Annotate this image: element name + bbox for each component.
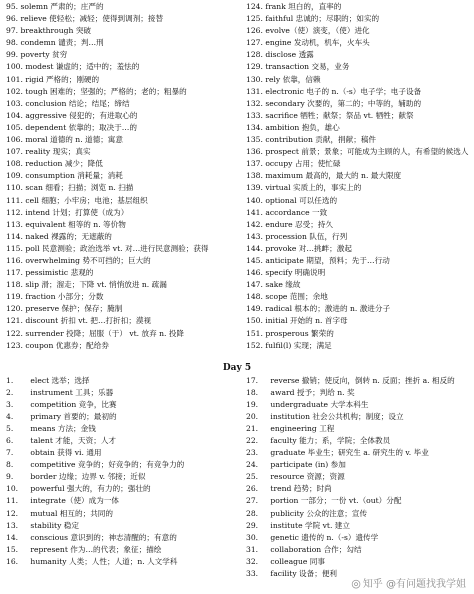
entry-number: 28. bbox=[246, 508, 259, 518]
entry-number: 104. bbox=[6, 110, 23, 120]
entry-text: occupy 占用；使忙碌 bbox=[265, 159, 341, 169]
entry-text: powerful 强大的，有力的；强壮的 bbox=[30, 484, 151, 494]
entry-number: 112. bbox=[6, 207, 23, 217]
vocab-entry bbox=[6, 207, 231, 219]
entry-number: 106. bbox=[6, 135, 23, 145]
entry-number: 3. bbox=[6, 400, 14, 410]
watermark-brand: 知乎 bbox=[362, 579, 383, 590]
entry-text: slip 滑；溜走；下降 vt. 悄悄放进 n. 疏漏 bbox=[25, 280, 167, 290]
entry-number: 30. bbox=[246, 532, 259, 542]
entry-text: institute 学院 vt. 建立 bbox=[270, 520, 350, 530]
vocab-entry bbox=[6, 435, 231, 447]
entry-text: solemn 严肃的；庄严的 bbox=[20, 2, 104, 11]
entry-number: 22. bbox=[246, 436, 259, 446]
entry-number: 126. bbox=[246, 26, 263, 36]
entry-text: conscious 意识到的；神志清醒的；有意的 bbox=[30, 532, 177, 542]
vocab-entry bbox=[6, 195, 231, 207]
entry-text: means 方法；金钱 bbox=[30, 424, 96, 434]
vocab-entry bbox=[6, 231, 231, 243]
entry-text: institution 社会公共机构；制度；设立 bbox=[270, 412, 404, 422]
watermark-handle: @有问题找我学姐 bbox=[386, 579, 466, 590]
entry-number: 100. bbox=[6, 62, 23, 72]
entry-text: talent 才能，天资；人才 bbox=[30, 436, 117, 446]
watermark bbox=[349, 575, 468, 590]
entry-text: initial 开始的 n. 首字母 bbox=[265, 316, 348, 326]
entry-number: 123. bbox=[6, 340, 23, 350]
entry-text: discount 折扣 vt. 把…打折扣；漠视 bbox=[25, 316, 152, 326]
entry-number: 119. bbox=[6, 292, 23, 302]
entry-number: 20. bbox=[246, 412, 259, 422]
vocab-entry bbox=[6, 508, 231, 520]
entry-text: scan 细看；扫描；浏览 n. 扫描 bbox=[25, 183, 134, 193]
entry-number: 152. bbox=[246, 340, 263, 350]
vocab-entry bbox=[246, 291, 471, 303]
entry-text: graduate 毕业生；研究生 a. 研究生的 v. 毕业 bbox=[270, 448, 429, 458]
entry-text: ambition 抱负，雄心 bbox=[265, 122, 340, 132]
entry-number: 7. bbox=[6, 448, 14, 458]
vocab-entry bbox=[246, 146, 471, 158]
entry-number: 147. bbox=[246, 280, 263, 290]
entry-number: 96. bbox=[6, 14, 19, 24]
entry-text: electronic 电子的 n.（-s）电子学；电子设备 bbox=[265, 86, 422, 96]
entry-number: 129. bbox=[246, 62, 263, 72]
vocab-entry bbox=[6, 279, 231, 291]
entry-text: prosperous 繁荣的 bbox=[265, 328, 334, 338]
entry-text: border 边缘；边界 v. 邻接；近似 bbox=[30, 472, 146, 482]
vocab-entry bbox=[246, 86, 471, 98]
entry-number: 137. bbox=[246, 159, 263, 169]
entry-text: collaboration 合作；勾结 bbox=[270, 544, 362, 554]
vocab-entry bbox=[246, 459, 471, 471]
vocab-entry bbox=[6, 122, 231, 134]
entry-number: 128. bbox=[246, 50, 263, 60]
entry-number: 24. bbox=[246, 460, 259, 470]
vocab-entry bbox=[6, 520, 231, 532]
vocab-entry bbox=[6, 315, 231, 327]
vocab-entry bbox=[246, 195, 471, 207]
entry-number: 5. bbox=[6, 424, 14, 434]
entry-number: 17. bbox=[246, 376, 259, 385]
entry-number: 121. bbox=[6, 316, 23, 326]
vocab-entry bbox=[6, 74, 231, 86]
entry-text: disclose 透露 bbox=[265, 50, 314, 60]
vocab-entry bbox=[246, 219, 471, 231]
entry-text: undergraduate 大学本科生 bbox=[270, 400, 369, 410]
vocab-entry bbox=[246, 387, 471, 399]
entry-text: obtain 获得 vi. 通用 bbox=[30, 448, 102, 458]
entry-number: 11. bbox=[6, 496, 19, 506]
vocab-entry bbox=[246, 98, 471, 110]
entry-text: specify 明确说明 bbox=[265, 268, 326, 278]
entry-text: stability 稳定 bbox=[30, 520, 79, 530]
vocab-entry bbox=[6, 459, 231, 471]
vocab-entry bbox=[246, 1, 471, 13]
entry-text: reduction 减少；降低 bbox=[25, 159, 103, 169]
vocab-entry bbox=[246, 303, 471, 315]
entry-text: publicity 公众的注意；宣传 bbox=[270, 508, 368, 518]
entry-number: 23. bbox=[246, 448, 259, 458]
entry-text: engineering 工程 bbox=[270, 424, 335, 434]
entry-text: poverty 贫穷 bbox=[20, 50, 68, 60]
entry-text: conclusion 结论；结尾；缔结 bbox=[25, 98, 130, 108]
entry-number: 134. bbox=[246, 122, 263, 132]
vocab-entry bbox=[246, 340, 471, 352]
vocab-entry bbox=[6, 219, 231, 231]
entry-text: fulfil(l) 实现；满足 bbox=[265, 340, 332, 350]
vocab-entry bbox=[246, 255, 471, 267]
entry-number: 21. bbox=[246, 424, 259, 434]
entry-text: faithful 忠诚的；尽职的；如实的 bbox=[265, 14, 380, 24]
vocab-entry bbox=[6, 134, 231, 146]
vocab-entry bbox=[246, 25, 471, 37]
entry-text: primary 首要的；最初的 bbox=[30, 412, 117, 422]
vocab-entry bbox=[6, 98, 231, 110]
entry-number: 32. bbox=[246, 556, 259, 566]
entry-number: 109. bbox=[6, 171, 23, 181]
entry-text: pessimistic 悲观的 bbox=[25, 268, 94, 278]
entry-text: contribution 贡献，捐献；稿件 bbox=[265, 135, 377, 145]
entry-text: radical 根本的；激进的 n. 激进分子 bbox=[265, 304, 391, 314]
entry-text: consumption 消耗量；消耗 bbox=[25, 171, 123, 181]
entry-text: dependent 依靠的；取决于…的 bbox=[25, 122, 137, 132]
vocab-entry bbox=[6, 170, 231, 182]
entry-number: 14. bbox=[6, 532, 19, 542]
entry-number: 10. bbox=[6, 484, 19, 494]
entry-text: virtual 实质上的，事实上的 bbox=[265, 183, 362, 193]
vocab-entry bbox=[246, 435, 471, 447]
vocab-entry bbox=[246, 508, 471, 520]
entry-text: rely 依靠，信赖 bbox=[265, 74, 321, 84]
entry-number: 19. bbox=[246, 400, 259, 410]
entry-number: 95. bbox=[6, 2, 19, 11]
entry-number: 130. bbox=[246, 74, 263, 84]
vocab-entry bbox=[6, 556, 231, 568]
vocab-column-bottom-right bbox=[246, 375, 471, 580]
entry-number: 141. bbox=[246, 207, 263, 217]
entry-text: elect 选举；选择 bbox=[30, 376, 90, 385]
vocab-entry bbox=[246, 375, 471, 387]
vocab-entry bbox=[246, 182, 471, 194]
zhihu-logo-icon: ◎ bbox=[351, 577, 361, 590]
entry-text: trend 趋势；时尚 bbox=[270, 484, 332, 494]
entry-number: 144. bbox=[246, 243, 263, 253]
entry-number: 115. bbox=[6, 243, 23, 253]
entry-text: endure 忍受；持久 bbox=[265, 219, 333, 229]
vocab-entry bbox=[246, 411, 471, 423]
entry-number: 138. bbox=[246, 171, 263, 181]
entry-number: 110. bbox=[6, 183, 23, 193]
vocab-entry bbox=[6, 495, 231, 507]
vocab-entry bbox=[246, 267, 471, 279]
vocab-entry bbox=[6, 158, 231, 170]
entry-number: 18. bbox=[246, 388, 259, 398]
vocab-entry bbox=[246, 13, 471, 25]
entry-text: breakthrough 突破 bbox=[20, 26, 92, 36]
entry-number: 143. bbox=[246, 231, 263, 241]
entry-number: 111. bbox=[6, 195, 23, 205]
entry-text: anticipate 期望，预料；先于…行动 bbox=[265, 255, 390, 265]
vocab-entry bbox=[246, 122, 471, 134]
vocab-entry bbox=[6, 25, 231, 37]
entry-number: 131. bbox=[246, 86, 263, 96]
entry-text: rigid 严格的；刚硬的 bbox=[25, 74, 100, 84]
entry-text: genetic 遗传的 n.（-s）遗传学 bbox=[270, 532, 379, 542]
entry-number: 146. bbox=[246, 268, 263, 278]
entry-text: colleague 同事 bbox=[270, 556, 325, 566]
entry-number: 4. bbox=[6, 412, 14, 422]
vocab-entry bbox=[246, 110, 471, 122]
entry-text: maximum 最高的，最大的 n. 最大限度 bbox=[265, 171, 402, 181]
entry-number: 16. bbox=[6, 556, 19, 566]
vocab-entry bbox=[6, 544, 231, 556]
entry-text: coupon 优惠券；配给券 bbox=[25, 340, 109, 350]
entry-text: aggressive 侵犯的；有进取心的 bbox=[25, 110, 138, 120]
entry-number: 27. bbox=[246, 496, 259, 506]
vocab-entry bbox=[6, 86, 231, 98]
vocab-entry bbox=[246, 471, 471, 483]
entry-number: 15. bbox=[6, 544, 19, 554]
vocab-entry bbox=[6, 399, 231, 411]
entry-text: equivalent 相等的 n. 等价物 bbox=[25, 219, 126, 229]
vocab-entry bbox=[6, 411, 231, 423]
entry-number: 135. bbox=[246, 135, 263, 145]
entry-number: 142. bbox=[246, 219, 263, 229]
entry-number: 120. bbox=[6, 304, 23, 314]
vocab-entry bbox=[6, 483, 231, 495]
vocab-entry bbox=[246, 207, 471, 219]
vocab-entry bbox=[6, 61, 231, 73]
vocab-entry bbox=[6, 243, 231, 255]
vocab-entry bbox=[246, 532, 471, 544]
entry-number: 118. bbox=[6, 280, 23, 290]
entry-text: accordance 一致 bbox=[265, 207, 328, 217]
entry-number: 2. bbox=[6, 388, 14, 398]
vocab-entry bbox=[246, 134, 471, 146]
vocab-entry bbox=[6, 328, 231, 340]
vocab-column-top-right bbox=[246, 1, 471, 352]
vocab-entry bbox=[246, 279, 471, 291]
vocab-entry bbox=[6, 375, 231, 387]
vocab-column-bottom-left bbox=[6, 375, 231, 568]
entry-text: portion 一部分；一份 vt.（out）分配 bbox=[270, 496, 402, 506]
entry-number: 9. bbox=[6, 472, 14, 482]
vocab-entry bbox=[246, 495, 471, 507]
vocab-entry bbox=[246, 483, 471, 495]
entry-text: represent 作为…的代表；象征；描绘 bbox=[30, 544, 162, 554]
entry-text: secondary 次要的，第二的；中等的，辅助的 bbox=[265, 98, 422, 108]
vocab-entry bbox=[6, 471, 231, 483]
entry-text: prospect 前景；景象；可能成为主顾的人，有希望的候选人 bbox=[265, 147, 469, 157]
entry-number: 12. bbox=[6, 508, 19, 518]
entry-number: 13. bbox=[6, 520, 19, 530]
entry-number: 8. bbox=[6, 460, 14, 470]
entry-text: surrender 投降；屈服（于） vt. 放弃 n. 投降 bbox=[25, 328, 185, 338]
vocab-entry bbox=[6, 110, 231, 122]
entry-text: facility 设备；便利 bbox=[270, 568, 338, 578]
entry-text: optional 可以任选的 bbox=[265, 195, 338, 205]
entry-number: 105. bbox=[6, 122, 23, 132]
vocab-entry bbox=[246, 544, 471, 556]
entry-text: engine 发动机，机车，火车头 bbox=[265, 38, 370, 48]
vocab-entry bbox=[6, 423, 231, 435]
entry-number: 140. bbox=[246, 195, 263, 205]
vocab-entry bbox=[6, 255, 231, 267]
vocab-entry bbox=[246, 315, 471, 327]
entry-text: mutual 相互的；共同的 bbox=[30, 508, 113, 518]
entry-text: sacrifice 牺牲；献祭；祭品 vt. 牺牲；献祭 bbox=[265, 110, 414, 120]
vocab-entry bbox=[246, 61, 471, 73]
vocab-entry bbox=[246, 447, 471, 459]
entry-text: scope 范围；余地 bbox=[265, 292, 328, 302]
entry-text: procession 队伍，行列 bbox=[265, 231, 348, 241]
entry-text: provoke 对…挑衅；激起 bbox=[265, 243, 352, 253]
vocab-column-top-left bbox=[6, 1, 231, 352]
entry-text: reality 现实；真实 bbox=[25, 147, 91, 157]
entry-text: resource 资源；资源 bbox=[270, 472, 345, 482]
vocab-entry bbox=[6, 447, 231, 459]
entry-text: modest 谦虚的；适中的；羞怯的 bbox=[25, 62, 140, 72]
entry-text: naked 裸露的；无遮蔽的 bbox=[25, 231, 112, 241]
entry-text: instrument 工具；乐器 bbox=[30, 388, 114, 398]
vocab-entry bbox=[246, 243, 471, 255]
entry-number: 127. bbox=[246, 38, 263, 48]
entry-text: humanity 人类；人性；人道；n. 人文学科 bbox=[30, 556, 178, 566]
vocab-entry bbox=[246, 399, 471, 411]
vocab-entry bbox=[6, 303, 231, 315]
entry-number: 26. bbox=[246, 484, 259, 494]
entry-number: 99. bbox=[6, 50, 19, 60]
entry-number: 151. bbox=[246, 328, 263, 338]
entry-number: 102. bbox=[6, 86, 23, 96]
entry-text: sake 缘故 bbox=[265, 280, 301, 290]
entry-text: cell 细胞；小牢房；电池；基层组织 bbox=[25, 195, 148, 205]
vocab-entry bbox=[6, 182, 231, 194]
entry-text: competitive 竞争的；好竞争的；有竞争力的 bbox=[30, 460, 185, 470]
entry-number: 124. bbox=[246, 2, 263, 11]
entry-number: 33. bbox=[246, 568, 259, 578]
entry-text: intend 计划；打算使（成为） bbox=[25, 207, 129, 217]
entry-number: 117. bbox=[6, 268, 23, 278]
entry-number: 101. bbox=[6, 74, 23, 84]
entry-number: 103. bbox=[6, 98, 23, 108]
entry-number: 122. bbox=[6, 328, 23, 338]
vocab-entry bbox=[6, 387, 231, 399]
entry-number: 29. bbox=[246, 520, 259, 530]
entry-number: 150. bbox=[246, 316, 263, 326]
entry-number: 31. bbox=[246, 544, 259, 554]
entry-text: moral 道德的 n. 道德；寓意 bbox=[25, 135, 123, 145]
entry-text: integrate（使）成为一体 bbox=[30, 496, 120, 506]
entry-number: 1. bbox=[6, 376, 14, 385]
vocab-entry bbox=[246, 556, 471, 568]
entry-number: 145. bbox=[246, 255, 263, 265]
entry-number: 108. bbox=[6, 159, 23, 169]
entry-number: 97. bbox=[6, 26, 19, 36]
entry-text: tough 困难的；坚强的；严格的；老的；粗暴的 bbox=[25, 86, 187, 96]
entry-number: 113. bbox=[6, 219, 23, 229]
entry-number: 6. bbox=[6, 436, 14, 446]
entry-number: 149. bbox=[246, 304, 263, 314]
day-heading: Day 5 bbox=[222, 363, 252, 373]
entry-number: 114. bbox=[6, 231, 23, 241]
vocab-entry bbox=[246, 231, 471, 243]
vocab-entry bbox=[246, 158, 471, 170]
vocab-entry bbox=[6, 532, 231, 544]
entry-number: 148. bbox=[246, 292, 263, 302]
vocab-entry bbox=[246, 37, 471, 49]
entry-number: 116. bbox=[6, 255, 23, 265]
entry-number: 139. bbox=[246, 183, 263, 193]
vocab-entry bbox=[6, 1, 231, 13]
entry-text: reverse 撤销；使反向，倒转 n. 反面；挫折 a. 相反的 bbox=[270, 376, 455, 385]
entry-number: 125. bbox=[246, 14, 263, 24]
entry-number: 132. bbox=[246, 98, 263, 108]
vocab-entry bbox=[246, 49, 471, 61]
vocab-entry bbox=[246, 423, 471, 435]
entry-text: preserve 保护；保存；腌制 bbox=[25, 304, 123, 314]
vocab-entry bbox=[6, 146, 231, 158]
vocab-entry bbox=[6, 340, 231, 352]
entry-text: faculty 能力；系，学院；全体教员 bbox=[270, 436, 391, 446]
entry-text: participate (in) 参加 bbox=[270, 460, 346, 470]
entry-text: poll 民意测验；政治选举 vt. 对…进行民意测验；获得 bbox=[25, 243, 209, 253]
vocab-entry bbox=[246, 74, 471, 86]
entry-number: 98. bbox=[6, 38, 19, 48]
entry-text: evolve（使）演变，（使）进化 bbox=[265, 26, 370, 36]
entry-text: fraction 小部分；分数 bbox=[25, 292, 104, 302]
vocab-entry bbox=[246, 520, 471, 532]
entry-number: 133. bbox=[246, 110, 263, 120]
entry-text: condemn 谴责；判…刑 bbox=[20, 38, 104, 48]
vocab-entry bbox=[6, 49, 231, 61]
entry-text: overwhelming 势不可挡的；巨大的 bbox=[25, 255, 151, 265]
entry-text: award 授予；判给 n. 奖 bbox=[270, 388, 355, 398]
vocab-entry bbox=[6, 291, 231, 303]
entry-text: relieve 使轻松；减轻；使得到调剂；接替 bbox=[20, 14, 164, 24]
vocab-entry bbox=[6, 267, 231, 279]
entry-number: 136. bbox=[246, 147, 263, 157]
entry-number: 107. bbox=[6, 147, 23, 157]
entry-text: competition 竞争，比赛 bbox=[30, 400, 117, 410]
vocab-entry bbox=[246, 328, 471, 340]
vocab-entry bbox=[246, 170, 471, 182]
entry-text: frank 坦白的，直率的 bbox=[265, 2, 342, 11]
vocab-entry bbox=[6, 37, 231, 49]
entry-number: 25. bbox=[246, 472, 259, 482]
entry-text: transaction 交易，业务 bbox=[265, 62, 350, 72]
vocab-entry bbox=[6, 13, 231, 25]
